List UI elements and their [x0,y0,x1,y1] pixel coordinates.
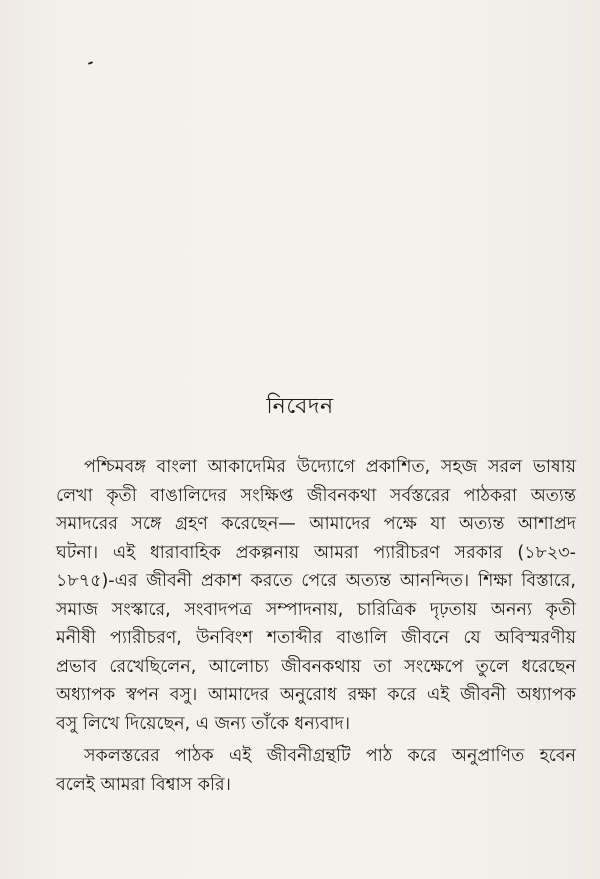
paragraph-1 [56,453,576,738]
text-line: বলেই আমরা বিশ্বাস করি। [56,774,231,795]
ink-speck [88,61,93,65]
text-line: সমাজ সংস্কারে, সংবাদপত্র সম্পাদনায়, চারিত্রিক দৃঢ়তায় অনন্য কৃতী [56,599,576,620]
paragraph-2 [56,742,576,799]
text-line: অধ্যাপক স্বপন বসু। আমাদের অনুরোধ রক্ষা করে এই জীবনী অধ্যাপক [56,685,576,705]
text-line: বসু লিখে দিয়েছেন, এ জন্য তাঁকে ধন্যবাদ। [56,713,350,734]
text-line: লেখা কৃতী বাঙালিদের সংক্ষিপ্ত জীবনকথা সর্বস্তরের পাঠকরা অত্যন্ত [56,485,576,506]
text-line: ১৮৭৫)-এর জীবনী প্রকাশ করতে পেরে অত্যন্ত আনন্দিত। শিক্ষা বিস্তারে, [56,571,576,591]
body-text [56,453,576,799]
text-line: মনীষী প্যারীচরণ, উনবিংশ শতাব্দীর বাঙালি জীবনে যে অবিস্মরণীয় [56,628,576,648]
text-line: ঘটনা। এই ধারাবাহিক প্রকল্পনায় আমরা প্যারীচরণ সরকার (১৮২৩- [56,542,576,563]
text-line: পশ্চিমবঙ্গ বাংলা আকাদেমির উদ্যোগে প্রকাশিত, সহজ সরল ভাষায় [84,457,576,477]
text-line: সমাদরের সঙ্গে গ্রহণ করেছেন— আমাদের পক্ষে যা অত্যন্ত আশাপ্রদ [56,514,576,534]
text-line: প্রভাব রেখেছিলেন, আলোচ্য জীবনকথায় তা সংক্ষেপে তুলে ধরেছেন [56,656,576,677]
page-heading: নিবেদন [266,394,334,419]
text-line: সকলস্তরের পাঠক এই জীবনীগ্রন্থটি পাঠ করে অনুপ্রাণিত হবেন [84,746,576,766]
